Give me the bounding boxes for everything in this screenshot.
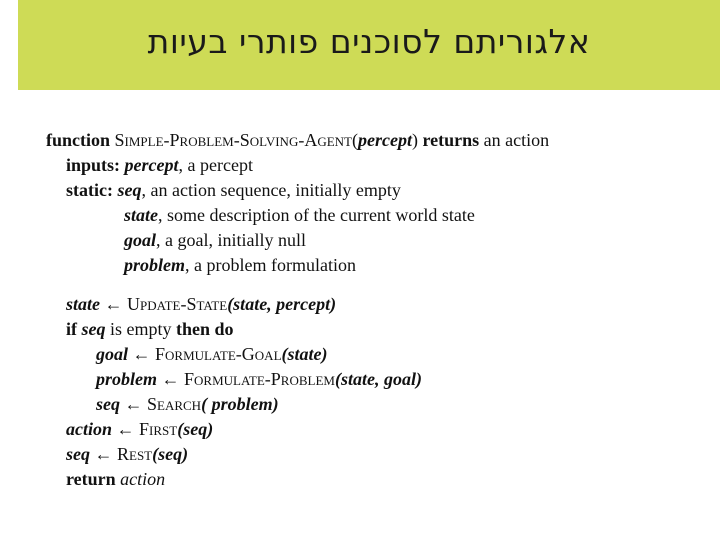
desc-problem: , a problem formulation [185,255,356,275]
args-formulate-goal: (state) [281,344,328,364]
assign-arrow: ← [157,369,184,389]
var-goal: goal [124,230,157,250]
return-type: an action [483,130,550,150]
assign-arrow: ← [112,419,140,439]
line-search [96,392,279,416]
var-problem: problem [124,255,185,275]
desc-goal: , a goal, initially null [156,230,306,250]
line-static [66,178,401,202]
keyword-inputs: inputs: [66,155,121,175]
text-is-empty: is empty [105,319,176,339]
assign-arrow: ← [128,344,156,364]
desc-seq: , an action sequence, initially empty [141,180,401,200]
var-action-return: action [120,469,166,489]
lhs-action: action [66,419,113,439]
args-search: ( problem) [201,394,279,414]
desc-state: , some description of the current world state [158,205,475,225]
fn-formulate-goal: Formulate-Goal [155,344,282,364]
args-update-state: (state, percept) [227,294,337,314]
keyword-function: function [46,130,111,150]
line-formulate-goal [96,342,328,366]
keyword-if: if [66,319,77,339]
lhs-problem: problem [96,369,157,389]
args-first: (seq) [177,419,214,439]
assign-arrow: ← [90,444,117,464]
title-bar [18,0,720,90]
keyword-returns: returns [422,130,480,150]
line-return [66,467,165,491]
line-if [66,317,234,341]
assign-arrow: ← [100,294,127,314]
line-formulate-problem [96,367,422,391]
var-seq: seq [117,180,142,200]
fn-search: Search [147,394,202,414]
args-formulate-problem: (state, goal) [334,369,422,389]
assign-arrow: ← [120,394,147,414]
line-function-header [46,128,549,152]
line-static-state [124,203,475,227]
var-percept: percept [124,155,179,175]
slide-title: אלגוריתם לסוכנים פותרי בעיות [147,22,591,61]
arg-percept: percept [358,130,412,150]
fn-formulate-problem: Formulate-Problem [184,369,335,389]
keyword-static: static: [66,180,113,200]
open-paren: ( [352,130,358,150]
close-paren: ) [411,130,418,150]
line-rest [66,442,188,466]
line-first [66,417,213,441]
line-update-state [66,292,336,316]
keyword-return: return [66,469,116,489]
desc-percept: , a percept [178,155,253,175]
lhs-seq-rest: seq [66,444,90,464]
lhs-goal: goal [96,344,129,364]
line-static-goal [124,228,306,252]
line-static-problem [124,253,356,277]
var-seq-if: seq [81,319,106,339]
fn-rest: Rest [117,444,153,464]
fn-update-state: Update-State [127,294,228,314]
fn-first: First [139,419,178,439]
lhs-state: state [66,294,100,314]
var-state: state [124,205,158,225]
lhs-seq: seq [96,394,120,414]
keyword-then-do: then do [176,319,234,339]
args-rest: (seq) [152,444,189,464]
agent-name: Simple-Problem-Solving-Agent [114,130,352,150]
line-inputs [66,153,253,177]
